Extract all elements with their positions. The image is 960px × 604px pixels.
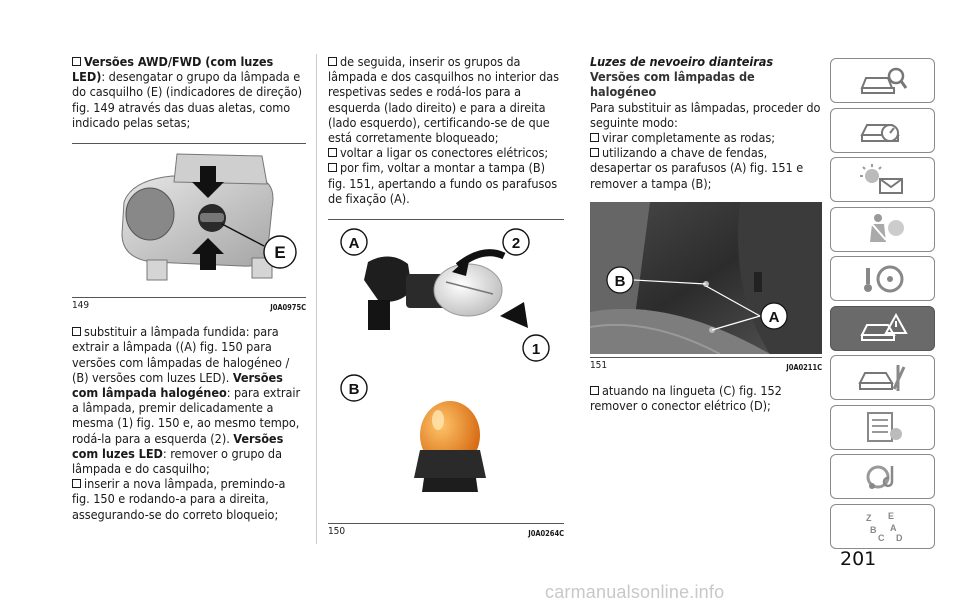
checkbox-bullet-icon — [590, 148, 599, 157]
figure-149-caption — [72, 300, 306, 314]
lamp-housing-illustration — [72, 144, 306, 294]
paragraph-tongue — [590, 383, 822, 413]
figure-149 — [72, 143, 306, 314]
paragraph-screwdriver — [590, 145, 822, 191]
awd-text: : desengatar o grupo da lâmpada e do casquilho (E) (indicadores de direção) fig. 149 através das duas aletas, como indicado pelas setas; — [72, 69, 302, 130]
halogen-label: Versões com lâmpada halogéneo — [72, 369, 283, 401]
figure-code: J0A0211C — [786, 363, 822, 373]
paragraph-reinsert — [328, 54, 564, 145]
screwdriver-text: utilizando a chave de fendas, desapertar os parafusos (A) fig. 151 e remover a tampa (B); — [590, 145, 804, 191]
paragraph-turn-wheels — [590, 130, 822, 145]
checkbox-bullet-icon — [72, 479, 81, 488]
car-search-icon — [858, 64, 908, 98]
figure-bottom-rule — [590, 357, 822, 358]
column-3 — [590, 54, 822, 413]
svg-text:D: D — [895, 533, 902, 543]
tab-car-search[interactable] — [830, 58, 935, 103]
insert-text: inserir a nova lâmpada, premindo-a fig. 150 e rodando-a para a direita, assegurando-se do correto bloqueio; — [72, 476, 286, 522]
figure-150-caption — [328, 526, 564, 540]
column-divider — [316, 54, 317, 544]
paragraph-insert — [72, 476, 306, 522]
checkbox-bullet-icon — [328, 163, 337, 172]
steering-wheel-icon — [858, 262, 908, 296]
turn-wheels-text: virar completamente as rodas; — [602, 130, 775, 146]
checkbox-bullet-icon — [328, 57, 337, 66]
wheel-arch-photo — [590, 202, 822, 354]
checkbox-bullet-icon — [72, 327, 81, 336]
checkbox-bullet-icon — [72, 57, 81, 66]
label-b: B — [614, 272, 626, 290]
checklist-icon — [858, 410, 908, 444]
column-2 — [328, 54, 564, 540]
figure-number: 150 — [328, 526, 346, 538]
section-title: Luzes de nevoeiro dianteiras — [590, 54, 774, 69]
tab-specs[interactable] — [830, 405, 935, 450]
car-warning-icon — [858, 311, 908, 345]
figure-150 — [328, 219, 564, 540]
figure-bottom-rule — [72, 297, 306, 298]
chapter-tabs — [830, 58, 935, 553]
reinsert-text: de seguida, inserir os grupos da lâmpada e dos casquilhos no interior das respetivas sedes e rodá-los para a esquerda (lado direito) e para a direita (lado esquerdo), certificando-se de que está corretamente bloqueado; — [328, 54, 560, 146]
paragraph-awd — [72, 54, 306, 130]
seatbelt-airbag-icon — [858, 212, 908, 246]
alphabet-index-icon — [858, 509, 908, 543]
column-1 — [72, 54, 306, 522]
label-a: A — [348, 235, 360, 253]
figure-151-caption — [590, 360, 822, 374]
figure-bottom-rule — [328, 523, 564, 524]
svg-text:Z: Z — [865, 513, 871, 523]
paragraph-refit — [328, 160, 564, 206]
led-text: : remover o grupo da lâmpada e do casquilho; — [72, 445, 282, 477]
reconnect-text: voltar a ligar os conectores elétricos; — [340, 145, 549, 161]
replace-text: substituir a lâmpada fundida: para extrair a lâmpada ((A) fig. 150 para versões com lâmpadas de halogéneo / (B) versões com luzes LED). — [72, 324, 290, 385]
page-number: 201 — [840, 548, 877, 570]
car-tools-icon — [858, 361, 908, 395]
label-b: B — [348, 381, 360, 399]
figure-code: J0A0264C — [528, 529, 564, 539]
tab-multimedia[interactable] — [830, 454, 935, 499]
label-e: E — [274, 243, 286, 263]
figure-number: 151 — [590, 360, 608, 372]
tab-driving[interactable] — [830, 256, 935, 301]
svg-text:E: E — [887, 511, 894, 521]
tab-emergency[interactable] — [830, 306, 935, 351]
tab-safety[interactable] — [830, 207, 935, 252]
led-label: Versões com luzes LED — [72, 430, 284, 461]
watermark-text: carmanualsonline.info — [545, 582, 725, 602]
checkbox-bullet-icon — [590, 386, 599, 395]
tab-lights-mail[interactable] — [830, 157, 935, 202]
tongue-text: atuando na lingueta (C) fig. 152 remover o conector elétrico (D); — [590, 383, 782, 414]
checkbox-bullet-icon — [590, 133, 599, 142]
label-1: 1 — [531, 341, 541, 359]
checkbox-bullet-icon — [328, 148, 337, 157]
svg-text:C: C — [877, 533, 884, 543]
figure-number: 149 — [72, 300, 90, 312]
awd-versions-label: Versões AWD/FWD (com luzes LED) — [72, 54, 274, 85]
dashboard-icon — [858, 113, 908, 147]
paragraph-reconnect — [328, 145, 564, 160]
paragraph-replace — [72, 324, 306, 476]
figure-151 — [590, 202, 822, 374]
section-subtitle: Versões com lâmpadas de halogéneo — [590, 69, 755, 100]
tab-maintenance[interactable] — [830, 355, 935, 400]
svg-text:B: B — [869, 525, 876, 535]
label-2: 2 — [511, 235, 521, 253]
tab-dashboard[interactable] — [830, 108, 935, 153]
refit-text: por fim, voltar a montar a tampa (B) fig. 151, apertando a fundo os parafusos de fixação (A). — [328, 160, 558, 206]
halogen-text: : para extrair a lâmpada, premir delicadamente a mesma (1) fig. 150 e, ao mesmo tempo, rodá-la para a esquerda (2). — [72, 385, 301, 446]
intro-text: Para substituir as lâmpadas, proceder do seguinte modo: — [590, 99, 821, 130]
label-a: A — [768, 308, 780, 326]
tab-index[interactable] — [830, 504, 935, 549]
svg-text:A: A — [889, 523, 896, 533]
bulbs-illustration — [328, 220, 564, 520]
figure-code: J0A0975C — [270, 303, 306, 313]
media-nav-icon — [858, 460, 908, 494]
light-mail-icon — [858, 163, 908, 197]
